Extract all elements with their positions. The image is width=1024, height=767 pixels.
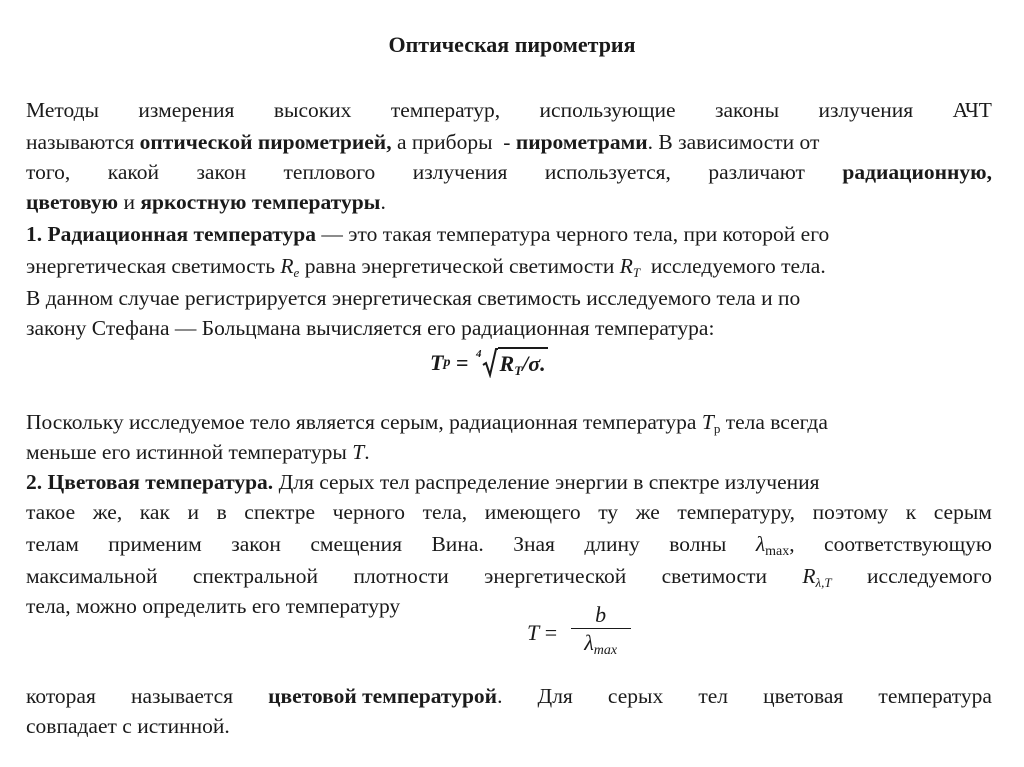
text: . bbox=[364, 440, 370, 464]
symbol-R: R bbox=[499, 350, 515, 376]
root-index: 4 bbox=[476, 348, 482, 360]
word: излучения bbox=[818, 98, 914, 122]
word: излучения bbox=[412, 160, 508, 184]
word: используется, bbox=[544, 160, 671, 184]
fraction-denominator bbox=[584, 629, 617, 665]
text: . В зависимости от bbox=[647, 130, 820, 154]
symbol-T: T bbox=[701, 410, 714, 434]
word: применим bbox=[108, 532, 202, 556]
text: энергетическая светимость bbox=[26, 254, 281, 278]
paragraph-1-line-2 bbox=[26, 128, 992, 156]
word: температура bbox=[878, 684, 992, 708]
word: того, bbox=[26, 160, 71, 184]
word: Зная bbox=[513, 532, 555, 556]
word: различают bbox=[708, 160, 805, 184]
word: к bbox=[905, 500, 917, 524]
word: в bbox=[216, 500, 227, 524]
term-color-temperature: цветовой температурой bbox=[268, 684, 498, 708]
symbol-lambda: λ bbox=[755, 532, 766, 556]
word: теплового bbox=[283, 160, 376, 184]
radicand-rest: /σ. bbox=[522, 350, 546, 376]
word: имеющего bbox=[484, 500, 581, 524]
punctuation: . bbox=[497, 684, 503, 708]
word: температур, bbox=[390, 98, 501, 122]
punctuation: , bbox=[789, 532, 795, 556]
text: тела всегда bbox=[720, 410, 828, 434]
section-1-line-3: В данном случае регистрируется энергетическая светимость исследуемого тела и по bbox=[26, 286, 801, 310]
subscript: max bbox=[765, 544, 790, 559]
text: и bbox=[118, 190, 141, 214]
section-1-line-4: закону Стефана — Больцмана вычисляется его радиационная температура: bbox=[26, 316, 715, 340]
word: температуру, bbox=[677, 500, 795, 524]
subscript: max bbox=[593, 642, 618, 658]
paragraph-3-line-2: совпадает с истинной. bbox=[26, 714, 230, 738]
formula-radiation-temperature bbox=[430, 346, 548, 380]
word: серым bbox=[933, 500, 992, 524]
word: тела, bbox=[422, 500, 468, 524]
radical bbox=[482, 348, 548, 379]
section-2-line-5: тела, можно определить его температуру bbox=[26, 594, 401, 618]
text: Для серых тел распределение энергии в спектре излучения bbox=[273, 470, 820, 494]
subscript: T bbox=[514, 362, 523, 378]
word: называется bbox=[130, 684, 233, 708]
term-optical-pyrometry: оптической пирометрией, bbox=[139, 130, 392, 154]
word: же bbox=[635, 500, 660, 524]
word: которая bbox=[26, 684, 96, 708]
symbol-R: R bbox=[619, 254, 633, 278]
term-pyrometers: пирометрами bbox=[515, 130, 648, 154]
word: серых bbox=[607, 684, 664, 708]
text: — это такая температура черного тела, при которой его bbox=[316, 222, 830, 246]
radical-sign-icon bbox=[482, 348, 498, 378]
subscript: λ,T bbox=[815, 575, 832, 590]
fraction-numerator: b bbox=[595, 601, 607, 627]
word: соответствующую bbox=[824, 532, 992, 556]
paragraph-2-line-2 bbox=[26, 438, 992, 466]
text: Поскольку исследуемое тело является серым, радиационная температура bbox=[26, 410, 702, 434]
word: же, bbox=[92, 500, 123, 524]
word: спектральной bbox=[192, 564, 319, 588]
section-1-heading: 1. Радиационная температура bbox=[26, 222, 317, 246]
text: исследуемого тела. bbox=[640, 254, 826, 278]
text: а приборы - bbox=[391, 130, 516, 154]
word: плотности bbox=[353, 564, 449, 588]
word: поэтому bbox=[812, 500, 889, 524]
word: спектре bbox=[244, 500, 316, 524]
word: телам bbox=[26, 532, 79, 556]
word: черного bbox=[332, 500, 405, 524]
word: закон bbox=[231, 532, 281, 556]
word: и bbox=[187, 500, 199, 524]
word: высоких bbox=[273, 98, 352, 122]
word: энергетической bbox=[484, 564, 627, 588]
word: Для bbox=[537, 684, 573, 708]
word: использующие bbox=[539, 98, 676, 122]
symbol-R: R bbox=[802, 564, 816, 588]
section-2-heading: 2. Цветовая температура. bbox=[26, 470, 274, 494]
word: смещения bbox=[310, 532, 403, 556]
fraction bbox=[571, 602, 631, 665]
word: длину bbox=[584, 532, 640, 556]
symbol-lambda: λ bbox=[584, 629, 594, 655]
symbol-T: T bbox=[352, 440, 365, 464]
text: . bbox=[380, 190, 386, 214]
word: исследуемого bbox=[867, 564, 992, 588]
word: Методы bbox=[26, 98, 100, 122]
subscript: р bbox=[713, 421, 721, 436]
subscript: e bbox=[293, 265, 300, 280]
word: светимости bbox=[661, 564, 767, 588]
paragraph-1-line-3 bbox=[26, 158, 992, 186]
word: измерения bbox=[138, 98, 235, 122]
text: равна энергетической светимости bbox=[299, 254, 620, 278]
term-brightness-temperatures: яркостную температуры bbox=[140, 190, 381, 214]
term-color-temperature-group bbox=[268, 682, 502, 710]
word: как bbox=[139, 500, 170, 524]
word: закон bbox=[196, 160, 247, 184]
word: такое bbox=[26, 500, 76, 524]
word: цветовая bbox=[763, 684, 844, 708]
word: максимальной bbox=[26, 564, 158, 588]
subscript: T bbox=[632, 265, 641, 280]
word: Вина. bbox=[431, 532, 484, 556]
text: называются bbox=[26, 130, 140, 154]
word: какой bbox=[107, 160, 159, 184]
word: ту bbox=[598, 500, 619, 524]
word: законы bbox=[714, 98, 780, 122]
section-1-line-2 bbox=[26, 252, 992, 287]
section-1-line-1 bbox=[26, 220, 992, 248]
paragraph-1-line-1 bbox=[26, 96, 992, 124]
formula-lhs: T bbox=[527, 620, 540, 645]
symbol-R: R bbox=[280, 254, 294, 278]
term-color: цветовую bbox=[26, 190, 119, 214]
formula-lhs-subscript: p bbox=[443, 355, 451, 370]
word: тел bbox=[698, 684, 728, 708]
formula-lhs: T bbox=[430, 350, 444, 375]
term-radiation: радиационную, bbox=[842, 160, 992, 184]
text: меньше его истинной температуры bbox=[26, 440, 353, 464]
word: волны bbox=[669, 532, 727, 556]
section-2-line-2 bbox=[26, 498, 992, 526]
section-2-line-1 bbox=[26, 468, 992, 496]
symbol-lambda-max bbox=[756, 530, 795, 566]
equals-sign: = bbox=[539, 620, 563, 645]
word: АЧТ bbox=[952, 98, 992, 122]
formula-color-temperature bbox=[527, 598, 631, 668]
slide-title: Оптическая пирометрия bbox=[388, 32, 636, 57]
section-2-line-3 bbox=[26, 530, 992, 566]
equals-sign: = bbox=[450, 350, 474, 375]
paragraph-1-line-4 bbox=[26, 188, 992, 216]
radicand bbox=[498, 347, 548, 379]
paragraph-3-line-1 bbox=[26, 682, 992, 710]
